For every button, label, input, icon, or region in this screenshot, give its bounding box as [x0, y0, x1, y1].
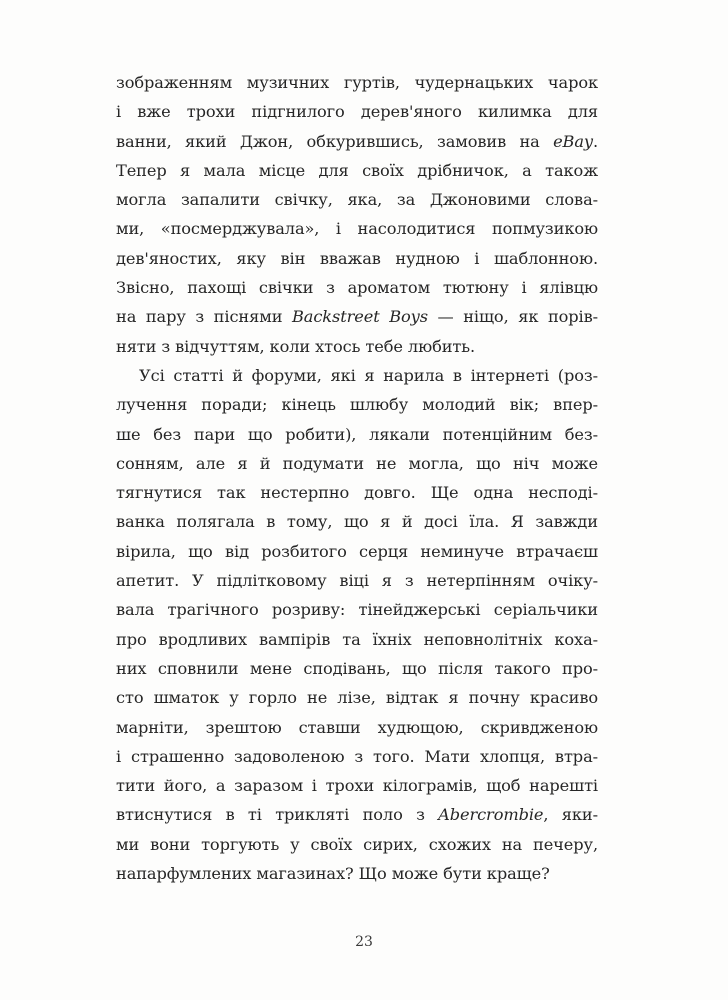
text-run: на пару з піснями — [116, 307, 292, 327]
text-run: , яки- — [543, 805, 598, 825]
text-line — [116, 127, 598, 156]
text-run: няти з відчуттям, коли хтось тебе любить. — [116, 336, 476, 356]
text-run: Усі статті й форуми, які я нарила в інтернеті (роз- — [139, 365, 598, 385]
text-line — [116, 625, 598, 654]
text-run: марніти, зрештою ставши худющою, скривдженою — [116, 717, 598, 737]
text-line — [116, 449, 598, 478]
text-run: Звісно, пахощі свічки з ароматом тютюну і ялівцю — [116, 278, 598, 298]
text-run: ми, «посмерджувала», і насолодитися попмузикою — [116, 219, 598, 239]
text-line — [116, 859, 598, 888]
text-line — [116, 156, 598, 185]
text-run: апетит. У підлітковому віці я з нетерпінням очіку- — [116, 571, 598, 591]
text-line — [116, 185, 598, 214]
text-line — [116, 420, 598, 449]
italic-text: Backstreet Boys — [292, 307, 428, 327]
text-line — [116, 537, 598, 566]
italic-text: eBay — [553, 131, 593, 151]
text-run: них сповнили мене сподівань, що після такого про- — [116, 658, 598, 678]
text-line — [116, 595, 598, 624]
text-line — [116, 273, 598, 302]
page-number: 23 — [355, 934, 373, 950]
text-run: сонням, але я й подумати не могла, що ніч може — [116, 453, 598, 473]
text-run: вірила, що від розбитого серця неминуче втрачаєш — [116, 541, 598, 561]
text-line — [116, 478, 598, 507]
text-run: і вже трохи підгнилого дерев'яного килимка для — [116, 102, 598, 122]
text-line — [116, 507, 598, 536]
text-line — [116, 68, 598, 97]
text-run: ванни, який Джон, обкурившись, замовив на — [116, 131, 554, 151]
text-run: Тепер я мала місце для своїх дрібничок, а також — [116, 160, 598, 180]
text-run: — ніщо, як порів- — [427, 307, 598, 327]
text-line — [116, 332, 598, 361]
text-run: і страшенно задоволеною з того. Мати хлопця, втра- — [116, 746, 598, 766]
text-line — [116, 683, 598, 712]
text-run: вала трагічного розриву: тінейджерські серіальчики — [116, 600, 598, 620]
text-line — [116, 302, 598, 331]
text-run: напарфумлених магазинах? Що може бути краще? — [116, 864, 550, 884]
italic-text: Abercrombie — [438, 805, 544, 825]
text-line — [116, 566, 598, 595]
text-run: зображенням музичних гуртів, чудернацьких чарок — [116, 73, 598, 92]
text-run: ми вони торгують у своїх сирих, схожих на печеру, — [116, 834, 598, 854]
text-run: лучення поради; кінець шлюбу молодий вік; впер- — [116, 395, 598, 415]
text-line — [116, 771, 598, 800]
text-line — [116, 713, 598, 742]
text-run: могла запалити свічку, яка, за Джоновими слова- — [116, 190, 598, 210]
text-run: ше без пари що робити), лякали потенційним без- — [116, 424, 598, 444]
text-line — [116, 361, 598, 390]
text-run: сто шматок у горло не лізе, відтак я почну красиво — [116, 688, 598, 708]
text-run: . — [592, 131, 598, 151]
text-line — [116, 244, 598, 273]
text-run: ванка полягала в тому, що я й досі їла. Я завжди — [116, 512, 598, 532]
text-line — [116, 830, 598, 859]
text-run: про вродливих вампірів та їхніх неповнолітніх коха- — [116, 629, 598, 649]
text-run: дев'яностих, яку він вважав нудною і шаблонною. — [116, 248, 598, 268]
text-line — [116, 390, 598, 419]
text-line — [116, 800, 598, 829]
text-line — [116, 654, 598, 683]
text-run: тягнутися так нестерпно довго. Ще одна несподі- — [116, 483, 598, 503]
text-run: тити його, а заразом і трохи кілограмів, щоб нарешті — [116, 776, 598, 796]
body-text — [116, 68, 598, 888]
text-run: втиснутися в ті триклятi поло з — [116, 805, 439, 825]
text-line — [116, 742, 598, 771]
text-line — [116, 97, 598, 126]
text-line — [116, 214, 598, 243]
